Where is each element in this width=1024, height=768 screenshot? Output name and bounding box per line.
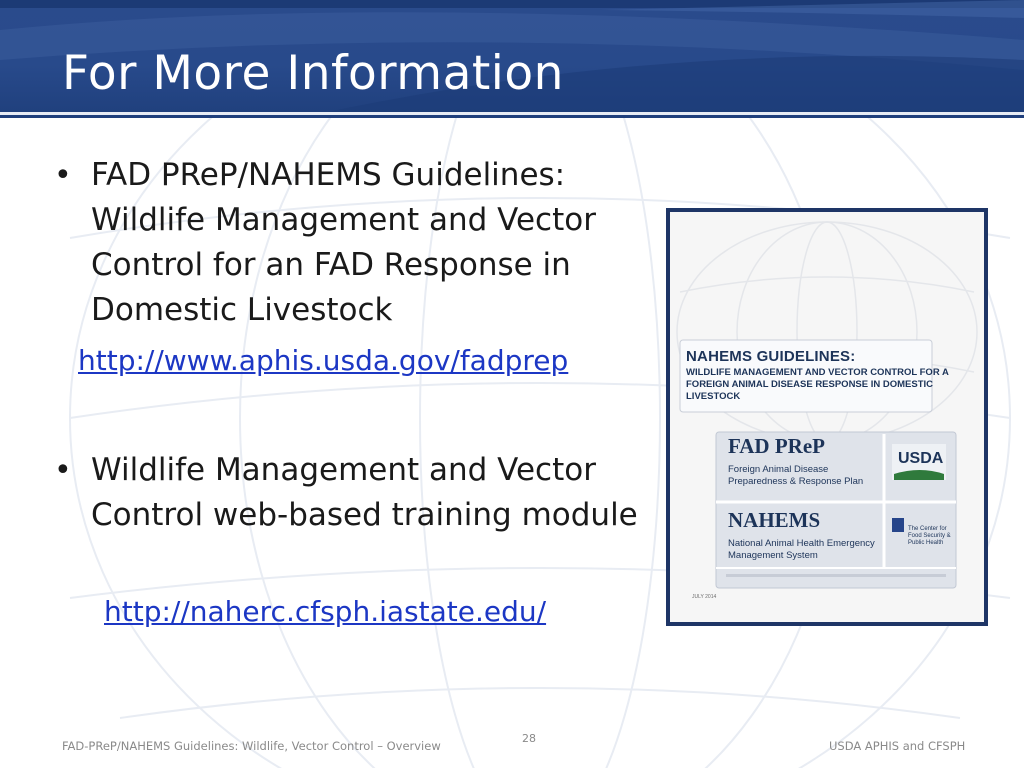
fadprep-badge-title: FAD PReP <box>728 434 825 458</box>
bullet-point: • <box>54 453 72 488</box>
cfsph-logo-icon: The Center for Food Security & Public Health <box>908 526 951 546</box>
footer-organization: USDA APHIS and CFSPH <box>829 739 966 753</box>
bullet-item <box>54 153 674 333</box>
title-bar <box>0 0 1024 118</box>
nahems-badge-subtitle: National Animal Health Emergency Management System <box>728 538 875 561</box>
naherc-link[interactable]: http://naherc.cfsph.iastate.edu/ <box>104 595 547 628</box>
cover-subtitle: WILDLIFE MANAGEMENT AND VECTOR CONTROL FOR A FOREIGN ANIMAL DISEASE RESPONSE IN DOMESTIC LIVESTOCK <box>686 367 949 402</box>
cover-headline <box>686 348 956 403</box>
footer-title: FAD-PReP/NAHEMS Guidelines: Wildlife, Vector Control – Overview <box>62 739 441 753</box>
fadprep-link[interactable]: http://www.aphis.usda.gov/fadprep <box>78 344 569 377</box>
bullet-text: Wildlife Management and Vector Control web-based training module <box>91 452 638 533</box>
fadprep-badge-subtitle: Foreign Animal Disease Preparedness & Response Plan <box>728 464 864 487</box>
slide-number: 28 <box>522 732 536 745</box>
nahems-badge-title: NAHEMS <box>728 508 821 532</box>
cover-title: NAHEMS GUIDELINES: <box>686 348 856 365</box>
header-rule-dark <box>0 115 1024 118</box>
bullet-point: • <box>54 158 72 193</box>
bullet-text: FAD PReP/NAHEMS Guidelines: Wildlife Management and Vector Control for an FAD Response in Domestic Livestock <box>91 157 596 328</box>
page-title: For More Information <box>62 46 564 101</box>
guidelines-cover-image <box>666 208 988 626</box>
bullet-item <box>54 448 674 583</box>
cover-date: JULY 2014 <box>692 594 717 600</box>
usda-logo-icon: USDA <box>898 450 944 467</box>
